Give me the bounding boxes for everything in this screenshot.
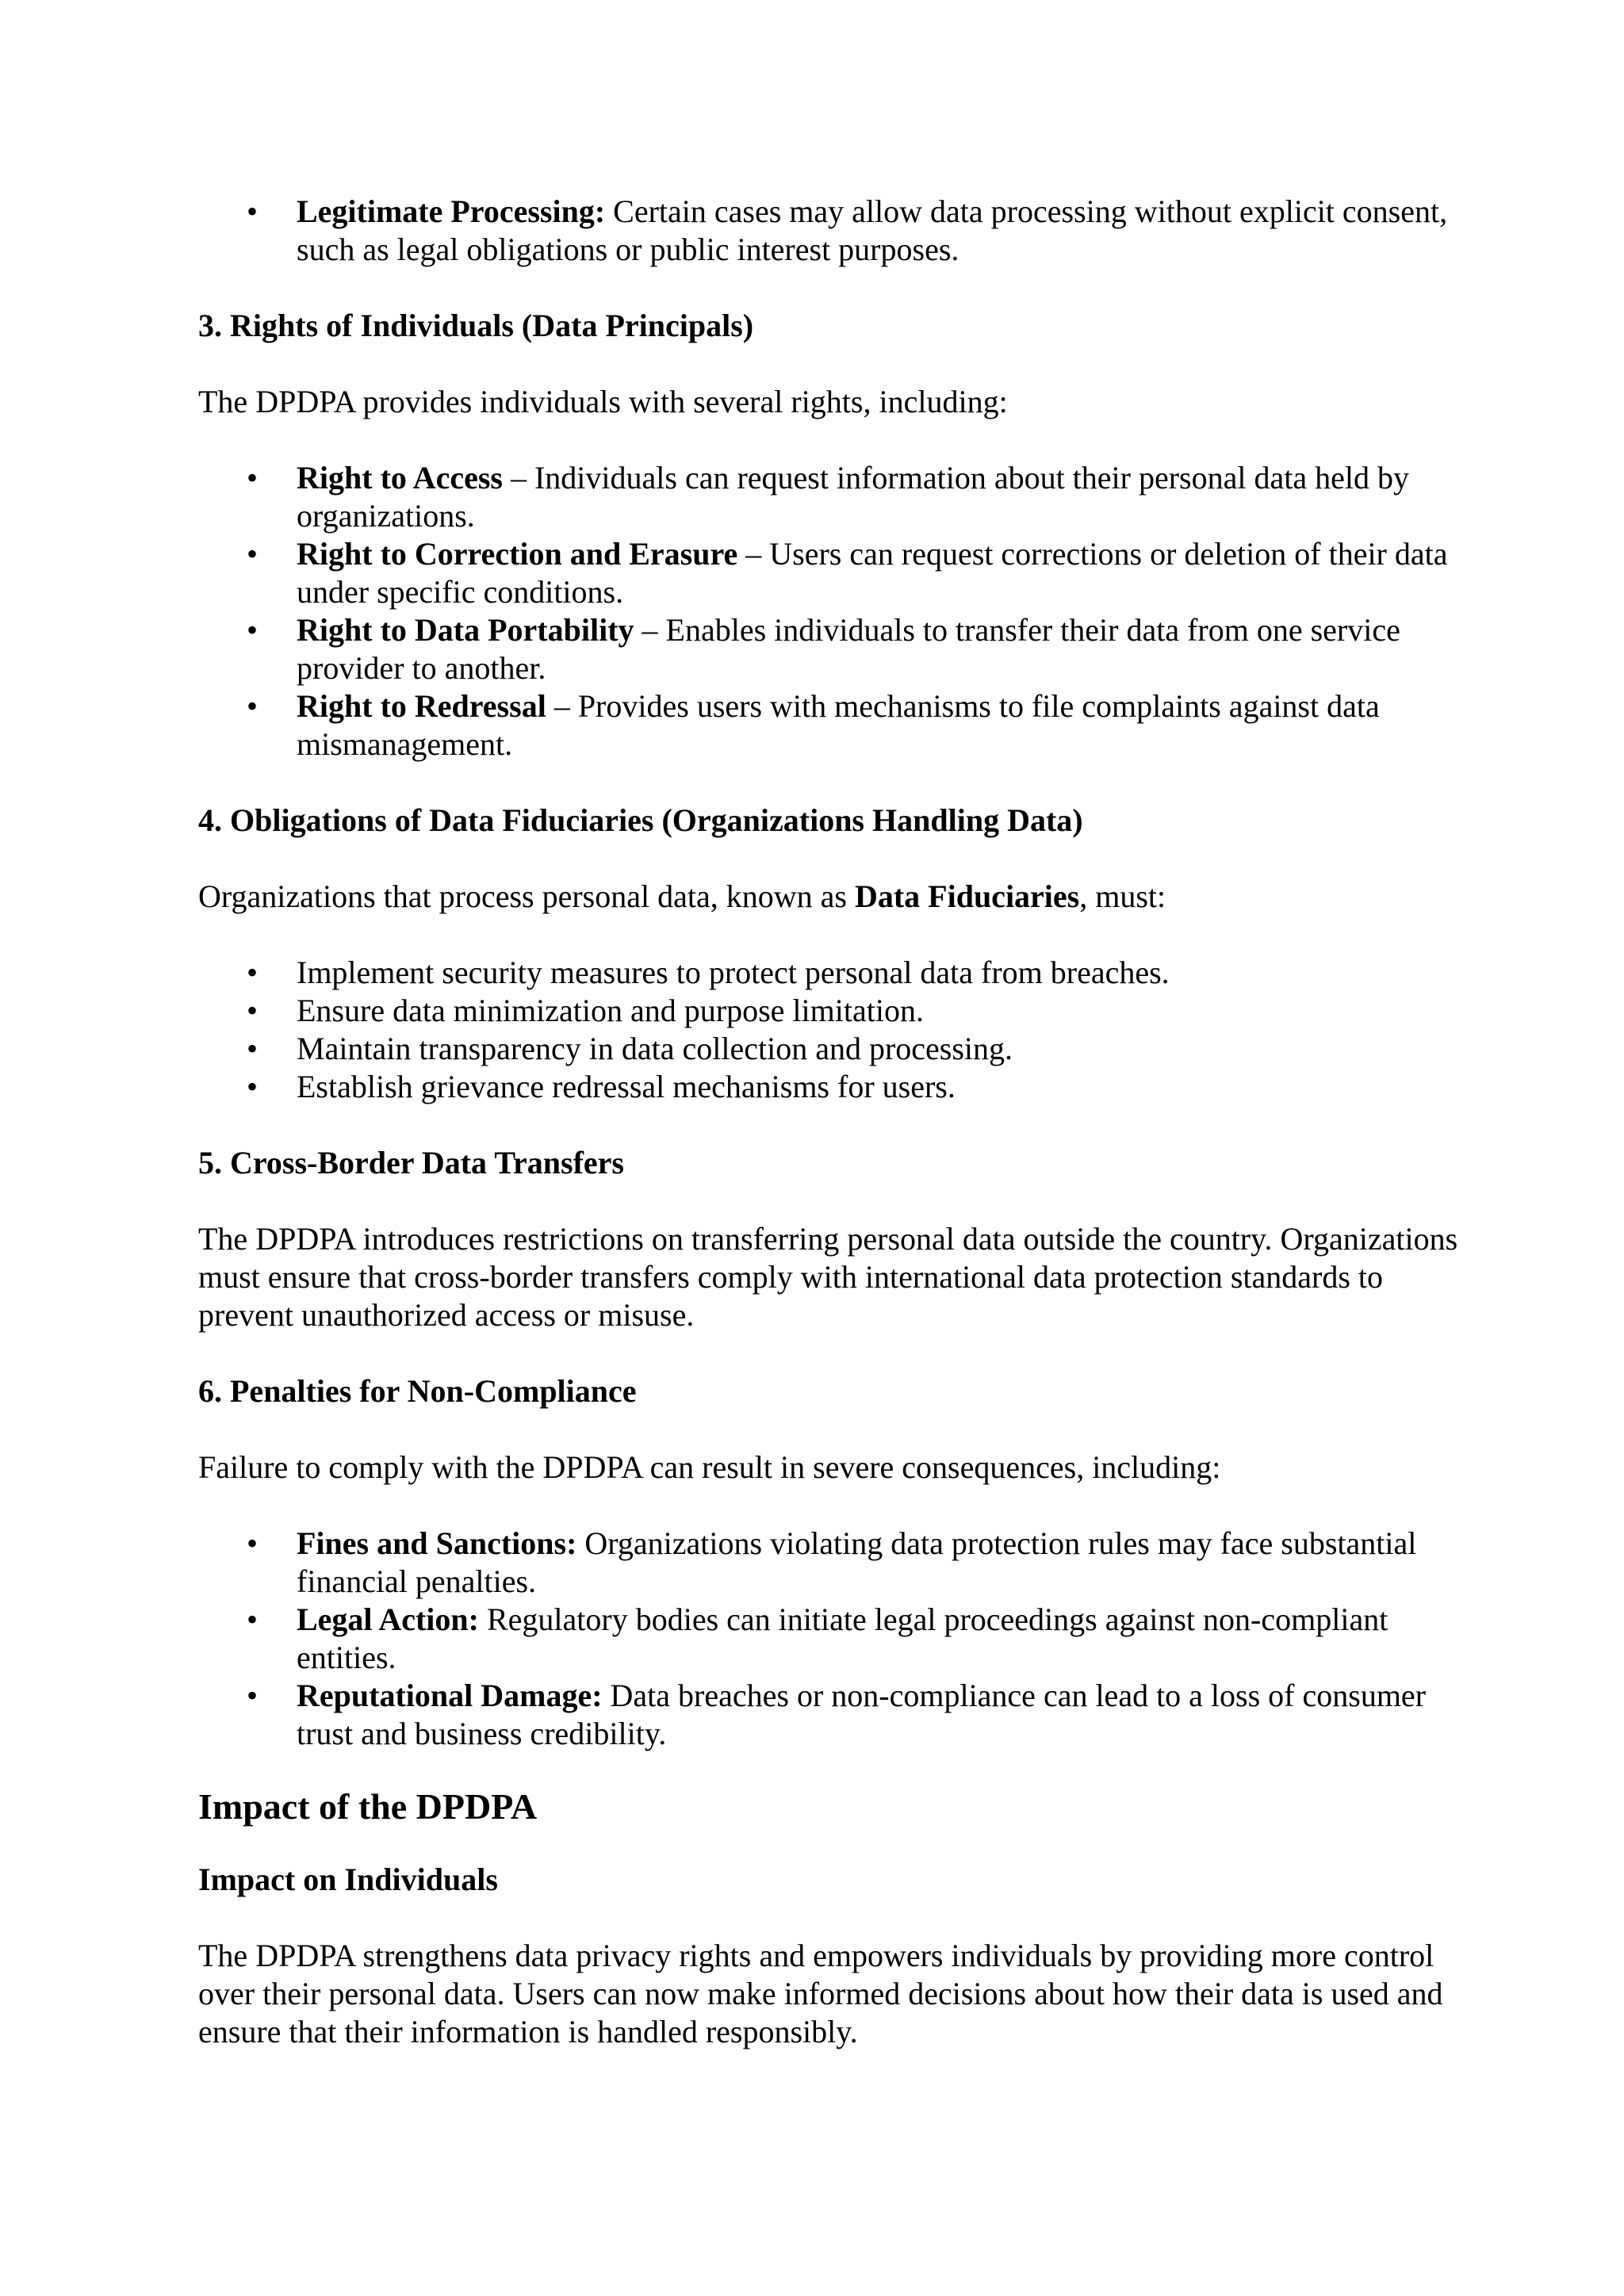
- rights-list: [198, 459, 1467, 763]
- list-item: [198, 1525, 1467, 1601]
- list-item-term: Legitimate Processing:: [297, 193, 606, 229]
- bullet-icon: •: [246, 1525, 258, 1561]
- list-item-term: Legal Action:: [297, 1601, 479, 1637]
- list-item: [198, 535, 1467, 611]
- bullet-icon: •: [246, 536, 258, 572]
- list-item: [198, 611, 1467, 687]
- list-item: [198, 459, 1467, 535]
- list-item: [198, 992, 1467, 1030]
- section-intro-penalties: Failure to comply with the DPDPA can result in severe consequences, including:: [198, 1449, 1221, 1485]
- list-item-text: – Provides users with mechanisms to file complaints against data mismanagement.: [297, 688, 1380, 762]
- section-body-cross-border: The DPDPA introduces restrictions on transferring personal data outside the country. Organizations must ensure that cross-border transfers comply with international data protection standards to prevent unauthorized access or misuse.: [198, 1221, 1458, 1333]
- list-item-text: Implement security measures to protect personal data from breaches.: [297, 955, 1170, 990]
- bullet-icon: •: [246, 1678, 258, 1713]
- list-item: [198, 1030, 1467, 1068]
- list-item-term: Fines and Sanctions:: [297, 1525, 577, 1561]
- penalties-list: [198, 1525, 1467, 1753]
- intro-term: Data Fiduciaries: [854, 878, 1080, 914]
- intro-text: Organizations that process personal data, known as: [198, 878, 855, 914]
- bullet-icon: •: [246, 1069, 258, 1104]
- bullet-icon: •: [246, 1601, 258, 1637]
- list-item-term: Right to Redressal: [297, 688, 546, 724]
- list-item-term: Right to Access: [297, 460, 503, 496]
- section-heading-penalties: 6. Penalties for Non-Compliance: [198, 1373, 637, 1409]
- subsection-body-individuals: The DPDPA strengthens data privacy rights and empowers individuals by providing more control over their personal data. Users can now make informed decisions about how their data is used and ensure that their information is handled responsibly.: [198, 1938, 1443, 2049]
- list-item-text: Ensure data minimization and purpose limitation.: [297, 993, 924, 1028]
- intro-text-end: , must:: [1079, 878, 1166, 914]
- obligations-list: [198, 954, 1467, 1106]
- list-item-term: Right to Data Portability: [297, 612, 634, 648]
- page-section-title-impact: Impact of the DPDPA: [198, 1786, 538, 1827]
- list-item: [198, 687, 1467, 763]
- bullet-icon: •: [246, 993, 258, 1028]
- list-item-term: Right to Correction and Erasure: [297, 536, 738, 572]
- bullet-icon: •: [246, 193, 258, 229]
- bullet-icon: •: [246, 460, 258, 496]
- section-heading-rights: 3. Rights of Individuals (Data Principals): [198, 308, 754, 343]
- section-heading-obligations: 4. Obligations of Data Fiduciaries (Organizations Handling Data): [198, 802, 1083, 838]
- list-item-text: Establish grievance redressal mechanisms for users.: [297, 1069, 956, 1104]
- section-intro-obligations: [198, 878, 1467, 916]
- list-item-text: Regulatory bodies can initiate legal proceedings against non-compliant entities.: [297, 1601, 1388, 1675]
- list-item-term: Reputational Damage:: [297, 1678, 603, 1713]
- list-item: [198, 1677, 1467, 1753]
- bullet-icon: •: [246, 688, 258, 724]
- subsection-heading-individuals: Impact on Individuals: [198, 1862, 498, 1897]
- document-content: [198, 193, 1467, 2051]
- list-item-text: Maintain transparency in data collection and processing.: [297, 1031, 1013, 1066]
- list-item-text: Data breaches or non-compliance can lead to a loss of consumer trust and business credibility.: [297, 1678, 1427, 1751]
- section-heading-cross-border: 5. Cross-Border Data Transfers: [198, 1145, 624, 1181]
- list-item: [198, 1068, 1467, 1106]
- intro-bullet-list: [198, 193, 1467, 269]
- bullet-icon: •: [246, 955, 258, 990]
- bullet-icon: •: [246, 612, 258, 648]
- section-intro-rights: The DPDPA provides individuals with several rights, including:: [198, 384, 1008, 419]
- list-item-text: Organizations violating data protection rules may face substantial financial penalties.: [297, 1525, 1417, 1599]
- list-item: [198, 1601, 1467, 1677]
- list-item-text: – Individuals can request information about their personal data held by organizations.: [297, 460, 1409, 534]
- list-item-text: Certain cases may allow data processing without explicit consent, such as legal obligations or public interest purposes.: [297, 193, 1448, 267]
- list-item: [198, 954, 1467, 992]
- list-item-text: – Enables individuals to transfer their data from one service provider to another.: [297, 612, 1400, 686]
- list-item: [198, 193, 1467, 269]
- bullet-icon: •: [246, 1031, 258, 1066]
- list-item-text: – Users can request corrections or deletion of their data under specific conditions.: [297, 536, 1448, 610]
